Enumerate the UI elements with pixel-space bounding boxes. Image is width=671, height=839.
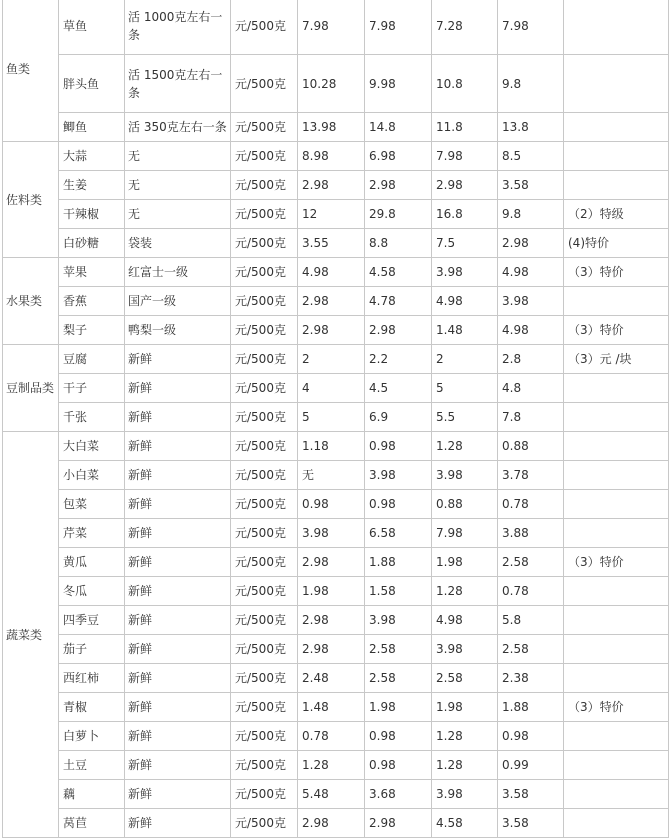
price-cell-2: 4.78 bbox=[365, 287, 432, 316]
price-cell-2: 1.98 bbox=[365, 693, 432, 722]
item-spec-cell: 新鲜 bbox=[125, 722, 231, 751]
table-row bbox=[3, 374, 669, 403]
item-unit-cell: 元/500克 bbox=[231, 113, 298, 142]
item-note-cell bbox=[564, 142, 669, 171]
price-cell-3: 4.98 bbox=[432, 606, 498, 635]
price-cell-4: 9.8 bbox=[498, 55, 564, 113]
item-note-cell bbox=[564, 432, 669, 461]
price-cell-4: 2.58 bbox=[498, 548, 564, 577]
item-unit-cell: 元/500克 bbox=[231, 345, 298, 374]
price-cell-4: 3.88 bbox=[498, 519, 564, 548]
item-name-cell: 黄瓜 bbox=[59, 548, 125, 577]
item-unit-cell: 元/500克 bbox=[231, 432, 298, 461]
price-cell-1: 1.18 bbox=[298, 432, 365, 461]
item-unit-cell: 元/500克 bbox=[231, 461, 298, 490]
price-cell-2: 6.58 bbox=[365, 519, 432, 548]
price-cell-3: 2.58 bbox=[432, 664, 498, 693]
price-cell-2: 3.98 bbox=[365, 606, 432, 635]
item-name-cell: 四季豆 bbox=[59, 606, 125, 635]
item-note-cell bbox=[564, 0, 669, 55]
item-spec-cell: 新鲜 bbox=[125, 693, 231, 722]
item-spec-cell: 新鲜 bbox=[125, 780, 231, 809]
table-row bbox=[3, 606, 669, 635]
item-spec-cell: 新鲜 bbox=[125, 751, 231, 780]
price-cell-4: 4.98 bbox=[498, 258, 564, 287]
price-cell-3: 10.8 bbox=[432, 55, 498, 113]
item-name-cell: 土豆 bbox=[59, 751, 125, 780]
item-unit-cell: 元/500克 bbox=[231, 780, 298, 809]
price-cell-1: 0.78 bbox=[298, 722, 365, 751]
price-cell-3: 3.98 bbox=[432, 780, 498, 809]
table-row bbox=[3, 722, 669, 751]
price-cell-3: 0.88 bbox=[432, 490, 498, 519]
price-cell-2: 0.98 bbox=[365, 751, 432, 780]
price-cell-1: 2 bbox=[298, 345, 365, 374]
price-cell-1: 2.98 bbox=[298, 287, 365, 316]
item-name-cell: 小白菜 bbox=[59, 461, 125, 490]
price-cell-2: 4.5 bbox=[365, 374, 432, 403]
price-cell-3: 3.98 bbox=[432, 635, 498, 664]
price-cell-4: 3.98 bbox=[498, 287, 564, 316]
item-note-cell bbox=[564, 751, 669, 780]
price-cell-4: 2.58 bbox=[498, 635, 564, 664]
item-spec-cell: 新鲜 bbox=[125, 519, 231, 548]
price-cell-1: 1.48 bbox=[298, 693, 365, 722]
item-spec-cell: 新鲜 bbox=[125, 490, 231, 519]
price-cell-4: 2.98 bbox=[498, 229, 564, 258]
item-name-cell: 白砂糖 bbox=[59, 229, 125, 258]
price-cell-2: 1.58 bbox=[365, 577, 432, 606]
item-unit-cell: 元/500克 bbox=[231, 229, 298, 258]
table-row bbox=[3, 287, 669, 316]
price-cell-4: 3.78 bbox=[498, 461, 564, 490]
item-name-cell: 冬瓜 bbox=[59, 577, 125, 606]
item-note-cell: (4)特价 bbox=[564, 229, 669, 258]
item-spec-cell: 新鲜 bbox=[125, 606, 231, 635]
item-note-cell: （3）特价 bbox=[564, 258, 669, 287]
table-row bbox=[3, 809, 669, 838]
table-row bbox=[3, 780, 669, 809]
item-name-cell: 芹菜 bbox=[59, 519, 125, 548]
category-cell: 佐料类 bbox=[3, 142, 59, 258]
price-cell-2: 2.98 bbox=[365, 809, 432, 838]
category-cell: 水果类 bbox=[3, 258, 59, 345]
price-cell-1: 3.55 bbox=[298, 229, 365, 258]
item-note-cell: （3）特价 bbox=[564, 316, 669, 345]
price-cell-1: 2.48 bbox=[298, 664, 365, 693]
item-unit-cell: 元/500克 bbox=[231, 142, 298, 171]
price-cell-1: 10.28 bbox=[298, 55, 365, 113]
price-cell-4: 2.38 bbox=[498, 664, 564, 693]
item-name-cell: 干辣椒 bbox=[59, 200, 125, 229]
item-name-cell: 胖头鱼 bbox=[59, 55, 125, 113]
price-cell-4: 0.78 bbox=[498, 490, 564, 519]
item-spec-cell: 新鲜 bbox=[125, 577, 231, 606]
item-name-cell: 茄子 bbox=[59, 635, 125, 664]
item-spec-cell: 新鲜 bbox=[125, 374, 231, 403]
table-row bbox=[3, 316, 669, 345]
price-cell-1: 8.98 bbox=[298, 142, 365, 171]
table-row bbox=[3, 229, 669, 258]
item-spec-cell: 国产一级 bbox=[125, 287, 231, 316]
price-cell-3: 4.58 bbox=[432, 809, 498, 838]
table-body bbox=[3, 0, 669, 838]
price-cell-4: 13.8 bbox=[498, 113, 564, 142]
table-row bbox=[3, 635, 669, 664]
price-cell-4: 7.8 bbox=[498, 403, 564, 432]
price-cell-3: 2.98 bbox=[432, 171, 498, 200]
price-cell-1: 2.98 bbox=[298, 809, 365, 838]
price-cell-1: 无 bbox=[298, 461, 365, 490]
item-note-cell: （3）特价 bbox=[564, 693, 669, 722]
item-unit-cell: 元/500克 bbox=[231, 0, 298, 55]
price-cell-2: 14.8 bbox=[365, 113, 432, 142]
price-cell-2: 29.8 bbox=[365, 200, 432, 229]
price-cell-3: 1.48 bbox=[432, 316, 498, 345]
price-cell-3: 7.28 bbox=[432, 0, 498, 55]
table-row bbox=[3, 751, 669, 780]
item-unit-cell: 元/500克 bbox=[231, 316, 298, 345]
item-spec-cell: 新鲜 bbox=[125, 432, 231, 461]
item-note-cell bbox=[564, 374, 669, 403]
item-unit-cell: 元/500克 bbox=[231, 809, 298, 838]
table-row bbox=[3, 519, 669, 548]
price-cell-2: 2.98 bbox=[365, 171, 432, 200]
price-cell-4: 1.88 bbox=[498, 693, 564, 722]
price-cell-2: 2.58 bbox=[365, 635, 432, 664]
price-cell-1: 7.98 bbox=[298, 0, 365, 55]
item-name-cell: 白萝卜 bbox=[59, 722, 125, 751]
table-row bbox=[3, 55, 669, 113]
category-cell: 鱼类 bbox=[3, 0, 59, 142]
table-row bbox=[3, 142, 669, 171]
category-cell: 豆制品类 bbox=[3, 345, 59, 432]
item-name-cell: 鲫鱼 bbox=[59, 113, 125, 142]
item-unit-cell: 元/500克 bbox=[231, 664, 298, 693]
price-cell-4: 0.78 bbox=[498, 577, 564, 606]
price-cell-4: 0.99 bbox=[498, 751, 564, 780]
item-spec-cell: 新鲜 bbox=[125, 664, 231, 693]
item-unit-cell: 元/500克 bbox=[231, 258, 298, 287]
price-cell-4: 9.8 bbox=[498, 200, 564, 229]
price-cell-2: 3.68 bbox=[365, 780, 432, 809]
table-row bbox=[3, 403, 669, 432]
item-name-cell: 豆腐 bbox=[59, 345, 125, 374]
item-note-cell: （3）特价 bbox=[564, 548, 669, 577]
price-cell-4: 5.8 bbox=[498, 606, 564, 635]
item-note-cell bbox=[564, 55, 669, 113]
price-cell-3: 7.98 bbox=[432, 519, 498, 548]
item-name-cell: 包菜 bbox=[59, 490, 125, 519]
item-unit-cell: 元/500克 bbox=[231, 577, 298, 606]
price-cell-4: 4.98 bbox=[498, 316, 564, 345]
item-spec-cell: 活 350克左右一条 bbox=[125, 113, 231, 142]
price-cell-2: 0.98 bbox=[365, 490, 432, 519]
item-unit-cell: 元/500克 bbox=[231, 200, 298, 229]
price-cell-1: 5.48 bbox=[298, 780, 365, 809]
price-cell-3: 4.98 bbox=[432, 287, 498, 316]
price-cell-3: 7.98 bbox=[432, 142, 498, 171]
item-name-cell: 梨子 bbox=[59, 316, 125, 345]
price-cell-4: 3.58 bbox=[498, 780, 564, 809]
price-table bbox=[2, 0, 669, 838]
price-cell-2: 0.98 bbox=[365, 432, 432, 461]
price-cell-2: 6.98 bbox=[365, 142, 432, 171]
price-cell-3: 1.28 bbox=[432, 432, 498, 461]
price-cell-2: 6.9 bbox=[365, 403, 432, 432]
category-cell: 蔬菜类 bbox=[3, 432, 59, 838]
item-spec-cell: 新鲜 bbox=[125, 403, 231, 432]
item-unit-cell: 元/500克 bbox=[231, 519, 298, 548]
item-unit-cell: 元/500克 bbox=[231, 403, 298, 432]
item-name-cell: 苹果 bbox=[59, 258, 125, 287]
item-name-cell: 大蒜 bbox=[59, 142, 125, 171]
table-row bbox=[3, 113, 669, 142]
item-note-cell bbox=[564, 780, 669, 809]
table-row bbox=[3, 171, 669, 200]
table-row bbox=[3, 0, 669, 55]
price-cell-3: 5.5 bbox=[432, 403, 498, 432]
item-note-cell bbox=[564, 287, 669, 316]
item-unit-cell: 元/500克 bbox=[231, 751, 298, 780]
item-spec-cell: 新鲜 bbox=[125, 548, 231, 577]
item-unit-cell: 元/500克 bbox=[231, 55, 298, 113]
item-name-cell: 草鱼 bbox=[59, 0, 125, 55]
price-cell-2: 4.58 bbox=[365, 258, 432, 287]
item-spec-cell: 袋装 bbox=[125, 229, 231, 258]
item-spec-cell: 无 bbox=[125, 142, 231, 171]
item-name-cell: 藕 bbox=[59, 780, 125, 809]
item-note-cell bbox=[564, 664, 669, 693]
item-name-cell: 西红柿 bbox=[59, 664, 125, 693]
item-spec-cell: 红富士一级 bbox=[125, 258, 231, 287]
price-cell-3: 16.8 bbox=[432, 200, 498, 229]
item-unit-cell: 元/500克 bbox=[231, 287, 298, 316]
item-name-cell: 青椒 bbox=[59, 693, 125, 722]
item-note-cell bbox=[564, 171, 669, 200]
price-cell-1: 4.98 bbox=[298, 258, 365, 287]
table-row bbox=[3, 200, 669, 229]
item-note-cell bbox=[564, 461, 669, 490]
price-cell-3: 11.8 bbox=[432, 113, 498, 142]
table-row bbox=[3, 577, 669, 606]
price-cell-2: 9.98 bbox=[365, 55, 432, 113]
item-note-cell: （3）元 /块 bbox=[564, 345, 669, 374]
price-cell-4: 2.8 bbox=[498, 345, 564, 374]
price-cell-3: 2 bbox=[432, 345, 498, 374]
item-unit-cell: 元/500克 bbox=[231, 635, 298, 664]
price-cell-1: 2.98 bbox=[298, 171, 365, 200]
item-note-cell bbox=[564, 490, 669, 519]
price-cell-1: 2.98 bbox=[298, 635, 365, 664]
price-cell-4: 7.98 bbox=[498, 0, 564, 55]
table-row bbox=[3, 432, 669, 461]
price-cell-4: 3.58 bbox=[498, 171, 564, 200]
table-row bbox=[3, 461, 669, 490]
item-name-cell: 生姜 bbox=[59, 171, 125, 200]
price-cell-1: 5 bbox=[298, 403, 365, 432]
item-unit-cell: 元/500克 bbox=[231, 693, 298, 722]
price-cell-4: 0.98 bbox=[498, 722, 564, 751]
price-cell-4: 4.8 bbox=[498, 374, 564, 403]
item-unit-cell: 元/500克 bbox=[231, 171, 298, 200]
price-cell-2: 1.88 bbox=[365, 548, 432, 577]
price-cell-1: 4 bbox=[298, 374, 365, 403]
item-note-cell bbox=[564, 722, 669, 751]
item-unit-cell: 元/500克 bbox=[231, 548, 298, 577]
price-cell-3: 1.28 bbox=[432, 577, 498, 606]
item-spec-cell: 新鲜 bbox=[125, 461, 231, 490]
item-spec-cell: 新鲜 bbox=[125, 809, 231, 838]
price-cell-1: 13.98 bbox=[298, 113, 365, 142]
price-cell-3: 5 bbox=[432, 374, 498, 403]
price-cell-2: 7.98 bbox=[365, 0, 432, 55]
price-cell-4: 0.88 bbox=[498, 432, 564, 461]
item-name-cell: 莴苣 bbox=[59, 809, 125, 838]
price-cell-1: 3.98 bbox=[298, 519, 365, 548]
price-cell-2: 3.98 bbox=[365, 461, 432, 490]
price-cell-3: 7.5 bbox=[432, 229, 498, 258]
item-spec-cell: 无 bbox=[125, 171, 231, 200]
item-note-cell bbox=[564, 606, 669, 635]
price-cell-2: 2.58 bbox=[365, 664, 432, 693]
item-note-cell bbox=[564, 577, 669, 606]
price-cell-1: 1.28 bbox=[298, 751, 365, 780]
price-cell-4: 8.5 bbox=[498, 142, 564, 171]
price-cell-3: 1.28 bbox=[432, 722, 498, 751]
item-unit-cell: 元/500克 bbox=[231, 722, 298, 751]
item-note-cell bbox=[564, 113, 669, 142]
price-cell-3: 1.98 bbox=[432, 548, 498, 577]
table-row bbox=[3, 693, 669, 722]
price-cell-3: 1.28 bbox=[432, 751, 498, 780]
price-cell-4: 3.58 bbox=[498, 809, 564, 838]
item-name-cell: 千张 bbox=[59, 403, 125, 432]
item-unit-cell: 元/500克 bbox=[231, 490, 298, 519]
item-spec-cell: 鸭梨一级 bbox=[125, 316, 231, 345]
price-cell-1: 2.98 bbox=[298, 548, 365, 577]
price-cell-3: 3.98 bbox=[432, 461, 498, 490]
item-note-cell bbox=[564, 635, 669, 664]
price-cell-1: 1.98 bbox=[298, 577, 365, 606]
price-cell-1: 2.98 bbox=[298, 316, 365, 345]
price-cell-3: 3.98 bbox=[432, 258, 498, 287]
price-cell-1: 2.98 bbox=[298, 606, 365, 635]
item-spec-cell: 新鲜 bbox=[125, 635, 231, 664]
price-cell-2: 8.8 bbox=[365, 229, 432, 258]
price-cell-3: 1.98 bbox=[432, 693, 498, 722]
item-name-cell: 干子 bbox=[59, 374, 125, 403]
price-cell-2: 2.98 bbox=[365, 316, 432, 345]
item-unit-cell: 元/500克 bbox=[231, 606, 298, 635]
table-row bbox=[3, 664, 669, 693]
price-cell-2: 0.98 bbox=[365, 722, 432, 751]
table-row bbox=[3, 345, 669, 374]
item-spec-cell: 活 1500克左右一条 bbox=[125, 55, 231, 113]
table-row bbox=[3, 258, 669, 287]
price-cell-1: 0.98 bbox=[298, 490, 365, 519]
item-unit-cell: 元/500克 bbox=[231, 374, 298, 403]
item-name-cell: 大白菜 bbox=[59, 432, 125, 461]
item-note-cell bbox=[564, 809, 669, 838]
table-row bbox=[3, 490, 669, 519]
price-cell-1: 12 bbox=[298, 200, 365, 229]
item-note-cell bbox=[564, 519, 669, 548]
price-cell-2: 2.2 bbox=[365, 345, 432, 374]
item-name-cell: 香蕉 bbox=[59, 287, 125, 316]
item-note-cell: （2）特级 bbox=[564, 200, 669, 229]
item-note-cell bbox=[564, 403, 669, 432]
item-spec-cell: 新鲜 bbox=[125, 345, 231, 374]
table-row bbox=[3, 548, 669, 577]
item-spec-cell: 无 bbox=[125, 200, 231, 229]
item-spec-cell: 活 1000克左右一条 bbox=[125, 0, 231, 55]
